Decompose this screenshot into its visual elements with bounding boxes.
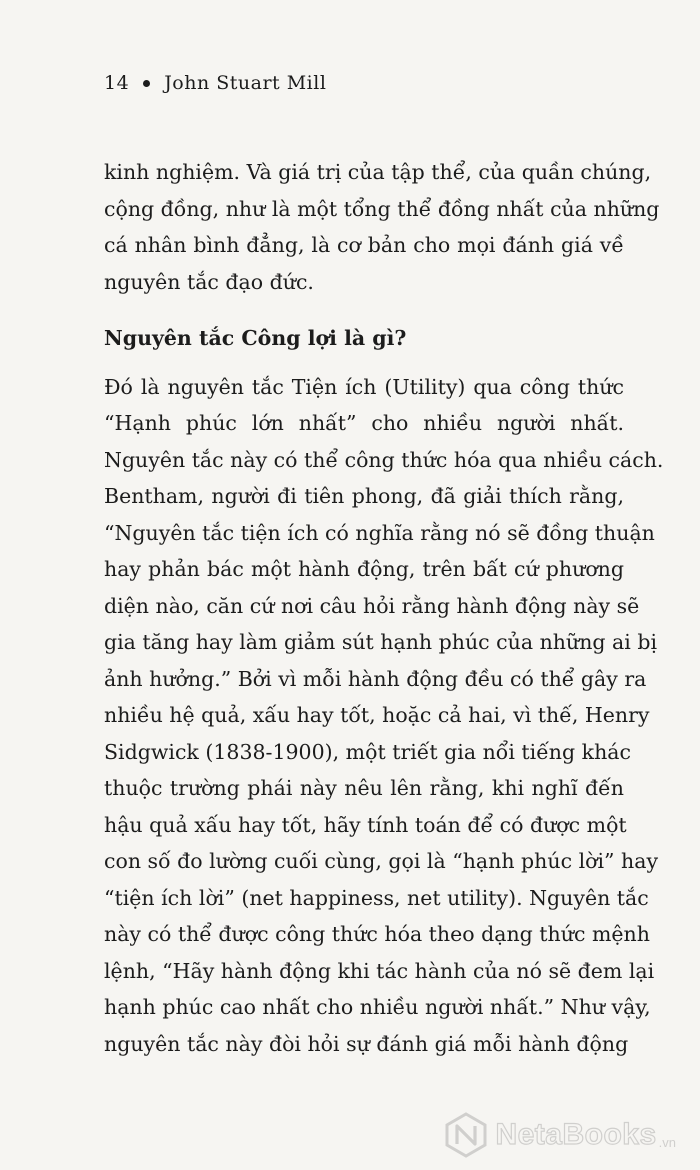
text-line: “tiện ích lời” (net happiness, net utility). Nguyên tắc <box>104 885 649 910</box>
text-line: hậu quả xấu hay tốt, hãy tính toán để có được một <box>104 812 627 837</box>
text-line: cộng đồng, như là một tổng thể đồng nhất của những <box>104 196 660 221</box>
text-line: nguyên tắc này đòi hỏi sự đánh giá mỗi hành động <box>104 1031 629 1056</box>
text-line: lệnh, “Hãy hành động khi tác hành của nó sẽ đem lại <box>104 958 655 983</box>
text-line: Bentham, người đi tiên phong, đã giải thích rằng, <box>104 484 624 508</box>
text-line: hay phản bác một hành động, trên bất cứ phương <box>104 557 624 581</box>
paragraph-1 <box>104 154 660 300</box>
watermark-suffix: .vn <box>658 1135 676 1150</box>
text-line: nhiều hệ quả, xấu hay tốt, hoặc cả hai, vì thế, Henry <box>104 703 650 727</box>
text-line: hạnh phúc cao nhất cho nhiều người nhất.” Như vậy, <box>104 995 651 1019</box>
paragraph-2 <box>104 369 664 1063</box>
text-line: ảnh hưởng.” Bởi vì mỗi hành động đều có thể gây ra <box>104 666 647 691</box>
text-line: thuộc trường phái này nêu lên rằng, khi nghĩ đến <box>104 776 624 800</box>
text-line: diện nào, căn cứ nơi câu hỏi rằng hành động này sẽ <box>104 593 640 618</box>
text-line: “Hạnh phúc lớn nhất” cho nhiều người nhất. <box>104 411 624 435</box>
watermark <box>443 1112 676 1158</box>
neta-logo-icon <box>443 1112 489 1158</box>
page-number: 14 <box>104 72 130 94</box>
running-head <box>104 72 326 94</box>
watermark-brand: NetaBooks <box>495 1118 657 1151</box>
body-text <box>104 154 664 1062</box>
text-line: con số đo lường cuối cùng, gọi là “hạnh phúc lời” hay <box>104 849 659 873</box>
text-line: “Nguyên tắc tiện ích có nghĩa rằng nó sẽ đồng thuận <box>104 520 655 545</box>
text-line: nguyên tắc đạo đức. <box>104 269 314 294</box>
text-line: kinh nghiệm. Và giá trị của tập thể, của quần chúng, <box>104 160 652 184</box>
bullet-separator-icon <box>143 80 150 87</box>
text-line: Nguyên tắc này có thể công thức hóa qua nhiều cách. <box>104 447 664 472</box>
text-line: cá nhân bình đẳng, là cơ bản cho mọi đánh giá về <box>104 233 624 257</box>
text-line: Sidgwick (1838-1900), một triết gia nổi tiếng khác <box>104 739 631 764</box>
running-head-author: John Stuart Mill <box>164 72 327 94</box>
text-line: này có thể được công thức hóa theo dạng thức mệnh <box>104 922 650 946</box>
text-line: Đó là nguyên tắc Tiện ích (Utility) qua công thức <box>104 374 624 399</box>
section-heading: Nguyên tắc Công lợi là gì? <box>104 326 407 350</box>
text-line: gia tăng hay làm giảm sút hạnh phúc của những ai bị <box>104 630 658 654</box>
